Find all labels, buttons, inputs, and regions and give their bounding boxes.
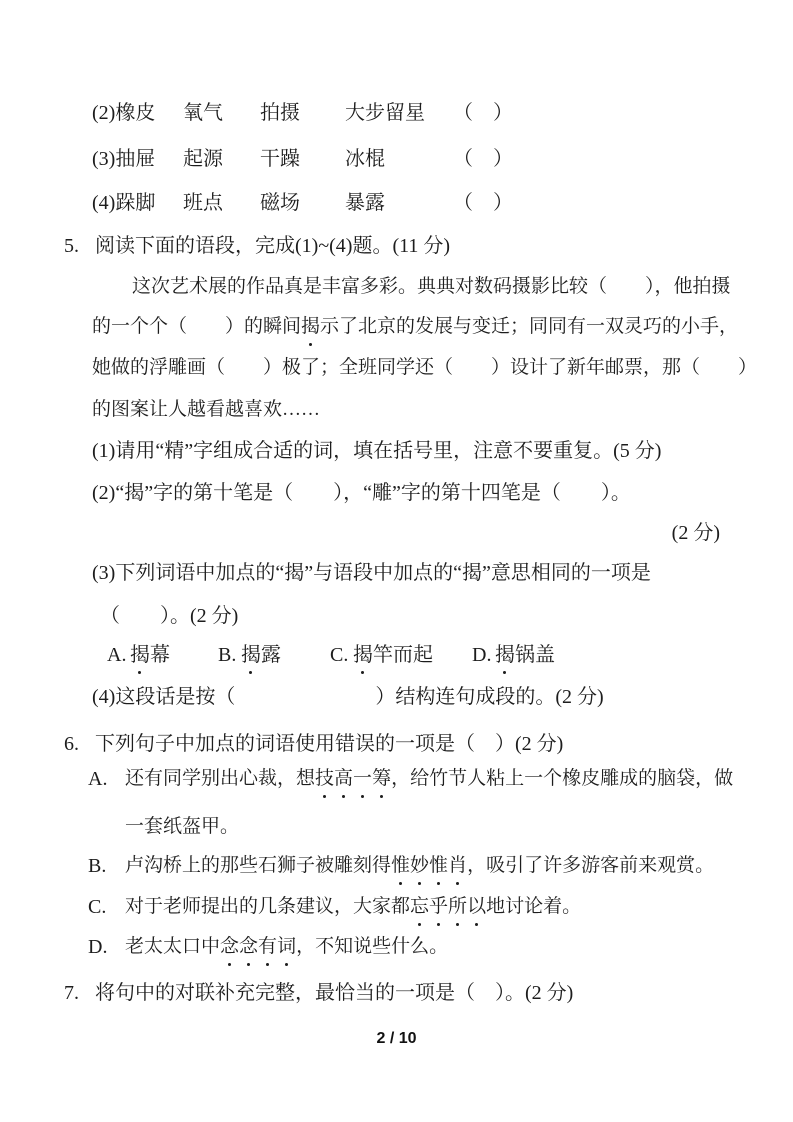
row-label: (3) xyxy=(92,148,116,170)
option-text: 对于老师提出的几条建议，大家都忘乎所以地讨论着。 xyxy=(125,892,581,922)
question-6-title-line xyxy=(64,729,563,759)
option-text: 还有同学别出心裁，想技高一筹，给竹节人粘上一个橡皮雕成的脑袋，做 xyxy=(125,764,733,794)
answer-blank-parens: （ ） xyxy=(453,148,513,170)
sub-question-4: (4)这段话是按（ ）结构连句成段的。(2 分) xyxy=(92,686,604,708)
option-d xyxy=(472,640,555,670)
answer-blank-parens: （ ） xyxy=(453,102,513,124)
option-letter-spacer xyxy=(88,812,125,842)
passage-line-3: 她做的浮雕画（ ）极了；全班同学还（ ）设计了新年邮票，那（ ） xyxy=(92,357,758,378)
question-title: 阅读下面的语段，完成(1)~(4)题。(11 分) xyxy=(95,235,451,257)
option-c xyxy=(330,640,472,670)
option-b xyxy=(218,640,330,670)
sub-question-1: (1)请用“精”字组成合适的词，填在括号里，注意不要重复。(5 分) xyxy=(92,440,662,462)
word: 冰棍 xyxy=(345,148,385,170)
option-letter: B. xyxy=(218,644,237,666)
typo-row-label-and-word xyxy=(92,144,183,174)
sub-question-3-line-2: （ ）。(2 分) xyxy=(100,605,239,627)
word: 暴露 xyxy=(345,192,385,214)
option-letter: C. xyxy=(330,644,349,666)
question-number: 5. xyxy=(64,235,79,257)
q6-option-d xyxy=(88,932,448,962)
answer-blank-parens: （ ） xyxy=(453,192,513,214)
word: 大步留星 xyxy=(345,102,425,124)
option-text: 揭露 xyxy=(241,644,281,666)
option-letter: B. xyxy=(88,855,107,877)
option-text: 揭锅盖 xyxy=(495,644,555,666)
option-letter: D. xyxy=(472,644,492,666)
question-number: 7. xyxy=(64,982,79,1004)
q6-option-a-line-1 xyxy=(88,764,733,794)
sub-question-2: (2)“揭”字的第十笔是（ ），“雕”字的第十四笔是（ ）。 xyxy=(92,482,631,504)
word: 班点 xyxy=(183,192,223,214)
question-number: 6. xyxy=(64,733,79,755)
option-text: 揭幕 xyxy=(130,644,170,666)
row-label: (2) xyxy=(92,102,116,124)
word: 磁场 xyxy=(260,192,300,214)
passage-line-4: 的图案让人越看越喜欢…… xyxy=(92,399,321,420)
option-letter: C. xyxy=(88,896,107,918)
question-7-title-line xyxy=(64,978,573,1008)
word: 橡皮 xyxy=(115,102,156,124)
typo-row-label-and-word xyxy=(92,188,183,218)
word: 跺脚 xyxy=(115,192,156,214)
word: 干躁 xyxy=(260,148,300,170)
question-title: 下列句子中加点的词语使用错误的一项是（ ）(2 分) xyxy=(95,733,564,755)
option-letter: D. xyxy=(88,936,108,958)
option-letter: A. xyxy=(88,768,108,790)
sub-question-3-line-1: (3)下列词语中加点的“揭”与语段中加点的“揭”意思相同的一项是 xyxy=(92,562,651,584)
typo-row-label-and-word xyxy=(92,98,183,128)
typo-row-4 xyxy=(92,188,513,218)
sub-question-3-options xyxy=(107,640,555,670)
passage-line-2: 的一个个（ ）的瞬间揭示了北京的发展与变迁；同同有一双灵巧的小手， xyxy=(92,312,738,342)
word: 抽屉 xyxy=(115,148,156,170)
q6-option-c xyxy=(88,892,581,922)
word: 氧气 xyxy=(183,102,223,124)
question-5-title-line xyxy=(64,231,450,261)
option-a xyxy=(107,640,218,670)
q6-option-a-line-2 xyxy=(88,812,239,842)
option-text: 一套纸盔甲。 xyxy=(125,816,240,837)
page-number: 2 / 10 xyxy=(376,1030,417,1047)
passage-line-1: 这次艺术展的作品真是丰富多彩。典典对数码摄影比较（ ），他拍摄 xyxy=(132,276,731,297)
option-text: 卢沟桥上的那些石狮子被雕刻得惟妙惟肖，吸引了许多游客前来观赏。 xyxy=(125,851,714,881)
score-label: (2 分) xyxy=(671,522,720,544)
typo-row-3 xyxy=(92,144,513,174)
option-text: 老太太口中念念有词，不知说些什么。 xyxy=(125,932,448,962)
typo-row-2 xyxy=(92,98,513,128)
option-letter: A. xyxy=(107,644,127,666)
question-title: 将句中的对联补充完整，最恰当的一项是（ ）。(2 分) xyxy=(95,982,574,1004)
row-label: (4) xyxy=(92,192,116,214)
q6-option-b xyxy=(88,851,714,881)
word: 拍摄 xyxy=(260,102,300,124)
word: 起源 xyxy=(183,148,223,170)
option-text: 揭竿而起 xyxy=(353,644,433,666)
